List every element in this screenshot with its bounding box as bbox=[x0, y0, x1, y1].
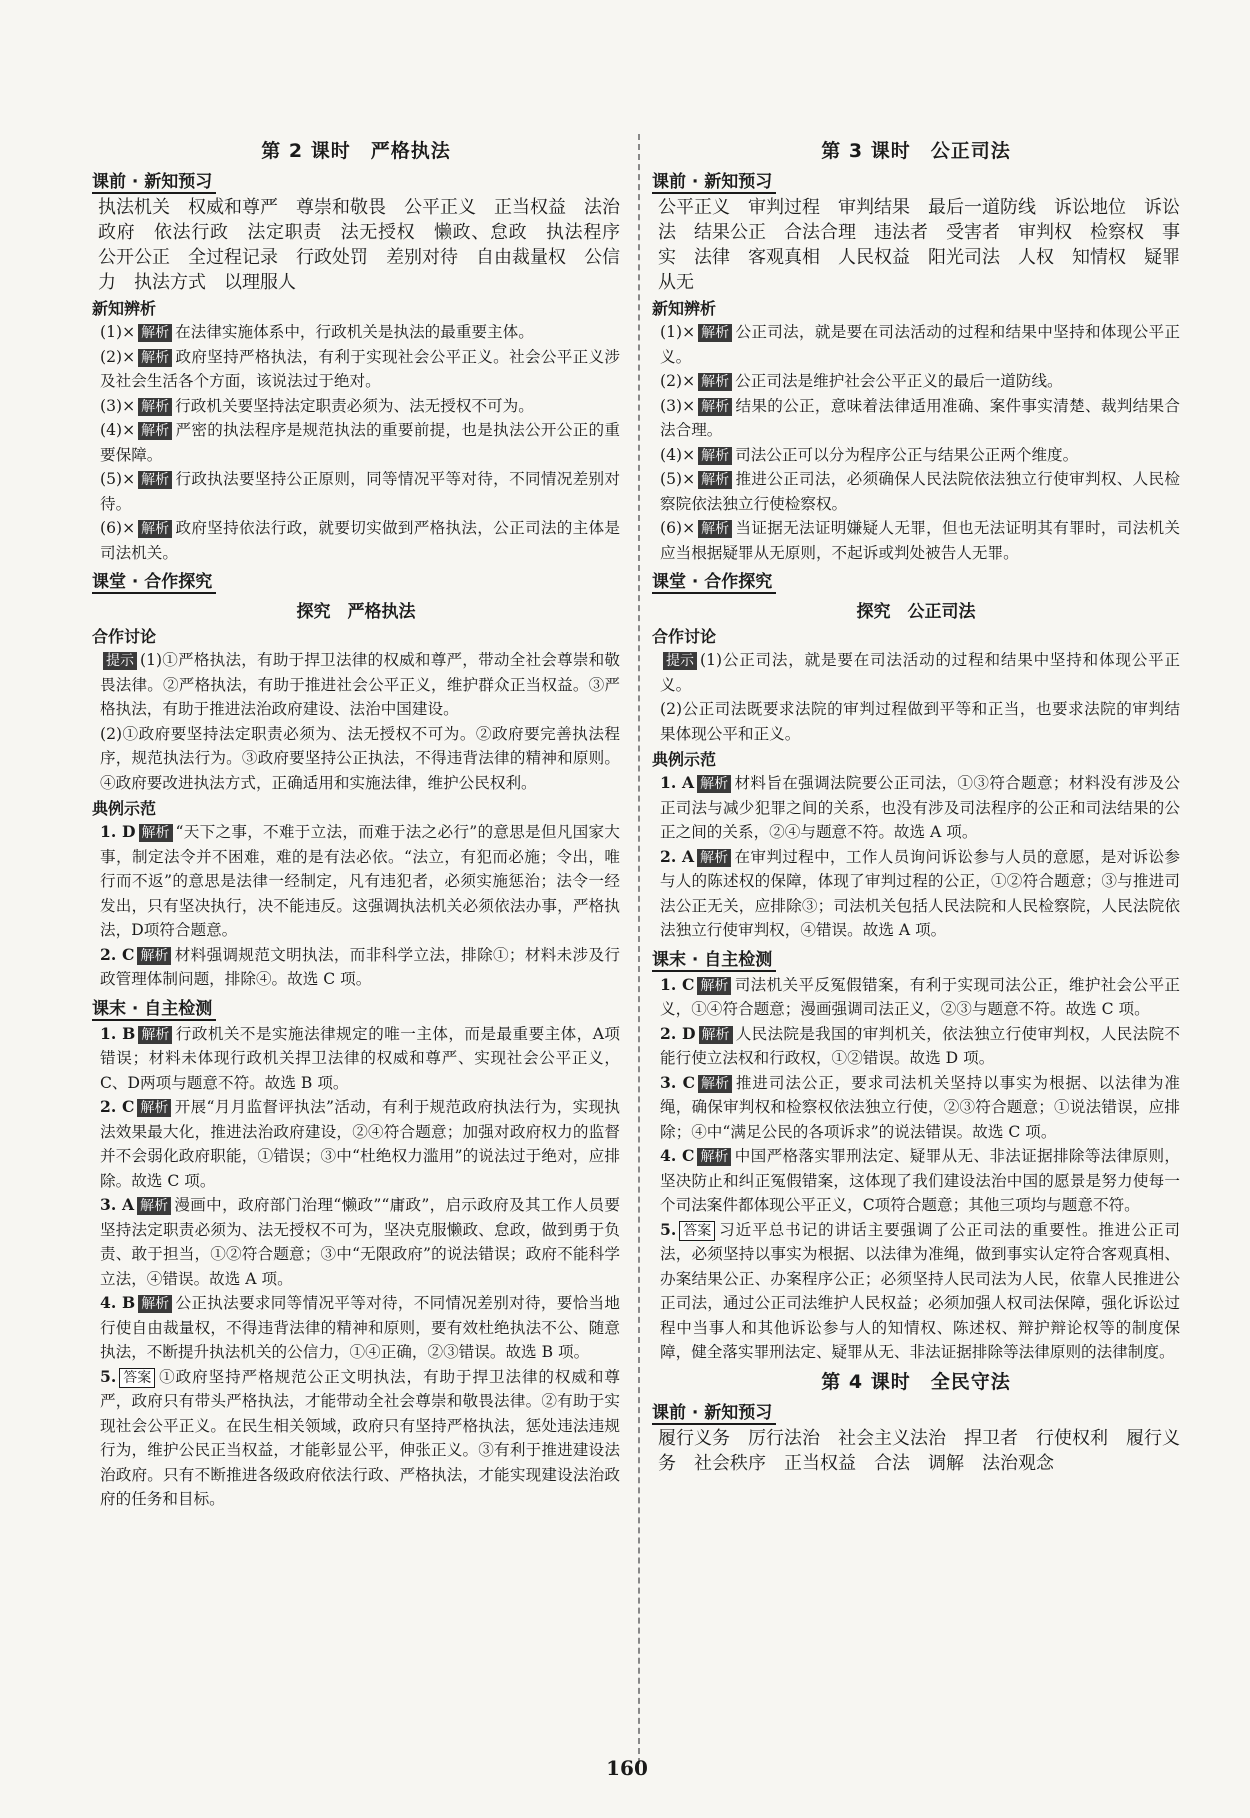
section-heading: 课前 · 新知预习 bbox=[92, 167, 216, 194]
item-number: (6)× bbox=[100, 519, 136, 537]
discuss-item bbox=[92, 648, 620, 722]
analysis-tag: 解析 bbox=[139, 824, 173, 842]
analysis-item bbox=[92, 516, 620, 565]
analysis-item bbox=[652, 443, 1180, 468]
subheading: 新知辨析 bbox=[92, 299, 157, 318]
page-number: 160 bbox=[606, 1756, 648, 1780]
item-text: 人民法院是我国的审判机关，依法独立行使审判权，人民法院不能行使立法权和行政权，①②错误。故选 D 项。 bbox=[660, 1024, 1180, 1067]
check-item bbox=[652, 973, 1180, 1022]
example-item bbox=[92, 943, 620, 992]
analysis-tag: 解析 bbox=[137, 947, 171, 965]
analysis-tag: 解析 bbox=[698, 324, 732, 342]
lesson-title: 第 3 课时 公正司法 bbox=[821, 140, 1011, 162]
check-item bbox=[652, 1218, 1180, 1365]
analysis-item bbox=[652, 369, 1180, 394]
discuss-item bbox=[652, 648, 1180, 697]
explore-heading: 探究 严格执法 bbox=[296, 602, 416, 622]
item-text: 行政执法要坚持公正原则，同等情况平等对待，不同情况差别对待。 bbox=[100, 470, 620, 513]
item-text: 行政机关要坚持法定职责必须为、法无授权不可为。 bbox=[175, 396, 534, 415]
item-number: 1. D bbox=[100, 822, 136, 841]
analysis-tag: 解析 bbox=[697, 977, 731, 995]
analysis-item bbox=[652, 516, 1180, 565]
item-number: (4)× bbox=[100, 421, 136, 439]
item-text: 司法机关平反冤假错案，有利于实现司法公正，维护社会公平正义，①④符合题意；漫画强调司法正义，②③与题意不符。故选 C 项。 bbox=[660, 975, 1180, 1018]
analysis-tag: 解析 bbox=[138, 422, 172, 440]
answer-tag: 答案 bbox=[679, 1221, 715, 1241]
item-text: 习近平总书记的讲话主要强调了公正司法的重要性。推进公正司法，必须坚持以事实为根据、以法律为准绳，做到事实认定符合客观真相、办案结果公正、办案程序公正；必须坚持人民司法为人民，依靠人民推进公正司法，通过公正司法维护人民权益；必须加强人权司法保障，强化诉讼过程中当事人和其他诉讼参与人的知情权、陈述权、辩护辩论权等的制度保障，健全落实罪刑法定、疑罪从无、非法证据排除等法律原则的法律制度。 bbox=[660, 1220, 1180, 1361]
item-text: 行政机关不是实施法律规定的唯一主体，而是最重要主体，A项错误；材料未体现行政机关捍卫法律的权威和尊严、实现社会公平正义，C、D两项与题意不符。故选 B 项。 bbox=[100, 1024, 621, 1092]
analysis-tag: 解析 bbox=[138, 398, 172, 416]
discuss-item bbox=[652, 697, 1180, 746]
item-number: 5. bbox=[660, 1219, 677, 1239]
analysis-tag: 解析 bbox=[138, 520, 172, 538]
column-divider bbox=[638, 134, 640, 1764]
hint-tag: 提示 bbox=[103, 652, 137, 670]
subheading: 典例示范 bbox=[652, 750, 717, 769]
item-text: 漫画中，政府部门治理“懒政”“庸政”，启示政府及其工作人员要坚持法定职责必须为、法无授权不可为，坚决克服懒政、怠政，做到勇于负责、敢于担当，①②符合题意；③中“无限政府”的说法错误；政府不能科学立法，④错误。故选 A 项。 bbox=[100, 1196, 620, 1288]
analysis-tag: 解析 bbox=[698, 398, 732, 416]
item-number: 2. A bbox=[660, 846, 695, 866]
item-number: (4)× bbox=[660, 445, 696, 464]
right-column bbox=[652, 134, 1180, 1476]
analysis-item bbox=[92, 394, 620, 419]
analysis-item bbox=[92, 320, 620, 345]
analysis-tag: 解析 bbox=[697, 849, 731, 867]
item-text: 司法公正可以分为程序公正与结果公正两个维度。 bbox=[735, 445, 1079, 464]
analysis-tag: 解析 bbox=[138, 324, 172, 342]
example-item bbox=[652, 771, 1180, 845]
item-number: 5. bbox=[100, 1366, 117, 1386]
item-text: “天下之事，不难于立法，而难于法之必行”的意思是但凡国家大事，制定法令并不困难，难的是有法必依。“法立，有犯而必施；令出，唯行而不返”的意思是法律一经制定，凡有违犯者，必须实施惩治；法令一经发出，只有坚决执行，决不能违反。这强调执法机关必须依法办事，严格执法，D项符合题意。 bbox=[100, 823, 620, 939]
analysis-item bbox=[652, 320, 1180, 369]
analysis-tag: 解析 bbox=[138, 1026, 172, 1044]
check-item bbox=[652, 1144, 1180, 1218]
preview-terms: 履行义务 厉行法治 社会主义法治 捍卫者 行使权利 履行义务 社会秩序 正当权益 合法 调解 法治观念 bbox=[658, 1427, 1180, 1474]
analysis-list bbox=[652, 320, 1180, 565]
hint-tag: 提示 bbox=[663, 652, 697, 670]
item-text: 公正司法是维护社会公平正义的最后一道防线。 bbox=[735, 372, 1063, 390]
subheading: 典例示范 bbox=[92, 799, 157, 818]
analysis-item bbox=[652, 467, 1180, 516]
item-text: 推进司法公正，要求司法机关坚持以事实为根据、以法律为准绳，确保审判权和检察权依法独立行使，②③符合题意；①说法错误，应排除；④中“满足公民的各项诉求”的说法错误。故选 C 项。 bbox=[660, 1073, 1180, 1141]
item-number: 3. A bbox=[100, 1195, 135, 1214]
analysis-tag: 解析 bbox=[138, 349, 172, 367]
check-item bbox=[92, 1291, 620, 1365]
item-text: 严密的执法程序是规范执法的重要前提，也是执法公开公正的重要保障。 bbox=[100, 421, 620, 464]
item-number: (3)× bbox=[660, 396, 696, 415]
item-number: 2. D bbox=[660, 1023, 696, 1043]
preview-terms: 执法机关 权威和尊严 尊崇和敬畏 公平正义 正当权益 法治政府 依法行政 法定职责 法无授权 懒政、怠政 执法程序 公开公正 全过程记录 行政处罚 差别对待 自由裁量权 公信力 执法方式 以理服人 bbox=[98, 197, 638, 293]
check-item bbox=[92, 1095, 620, 1193]
item-number: 4. B bbox=[100, 1293, 136, 1312]
check-item bbox=[652, 1022, 1180, 1071]
item-number: (2)× bbox=[660, 372, 696, 390]
section-heading: 课前 · 新知预习 bbox=[652, 1398, 776, 1425]
item-number: (6)× bbox=[660, 519, 696, 537]
item-text: 推进公正司法，必须确保人民法院依法独立行使审判权、人民检察院依法独立行使检察权。 bbox=[660, 470, 1180, 513]
item-number: 3. C bbox=[660, 1072, 696, 1092]
item-number: 2. C bbox=[100, 1097, 135, 1116]
item-text: 政府坚持严格执法，有利于实现社会公平正义。社会公平正义涉及社会生活各个方面，该说法过于绝对。 bbox=[100, 347, 620, 390]
section-heading: 课末 · 自主检测 bbox=[92, 994, 216, 1021]
item-text: 在法律实施体系中，行政机关是执法的最重要主体。 bbox=[175, 323, 534, 341]
item-text: 材料强调规范文明执法，而非科学立法，排除①；材料未涉及行政管理体制问题，排除④。故选 C 项。 bbox=[100, 945, 620, 988]
discuss-item bbox=[92, 722, 620, 796]
section-heading: 课前 · 新知预习 bbox=[652, 167, 776, 194]
analysis-tag: 解析 bbox=[698, 373, 732, 391]
item-text: 中国严格落实罪刑法定、疑罪从无、非法证据排除等法律原则，坚决防止和纠正冤假错案，这体现了我们建设法治中国的愿景是努力使每一个司法案件都体现公平正义，C项符合题意；其他三项均与题意不符。 bbox=[660, 1147, 1180, 1214]
analysis-tag: 解析 bbox=[699, 1026, 733, 1044]
item-number: 2. C bbox=[100, 944, 135, 964]
left-column bbox=[92, 134, 638, 1512]
check-item bbox=[92, 1022, 620, 1096]
analysis-tag: 解析 bbox=[697, 775, 731, 793]
item-text: (1)①严格执法，有助于捍卫法律的权威和尊严，带动全社会尊崇和敬畏法律。②严格执法，有助于推进社会公平正义，维护群众正当权益。③严格执法，有助于推进法治政府建设、法治中国建设。 bbox=[100, 651, 620, 718]
check-item bbox=[92, 1193, 620, 1291]
item-text: 政府坚持依法行政，就要切实做到严格执法，公正司法的主体是司法机关。 bbox=[100, 519, 620, 562]
check-item bbox=[92, 1365, 620, 1512]
analysis-item bbox=[92, 467, 620, 516]
analysis-tag: 解析 bbox=[138, 471, 172, 489]
item-number: (3)× bbox=[100, 396, 136, 415]
item-number: (5)× bbox=[100, 470, 136, 488]
analysis-tag: 解析 bbox=[138, 1295, 172, 1313]
item-text: (2)公正司法既要求法院的审判过程做到平等和正当，也要求法院的审判结果体现公平和正义。 bbox=[660, 700, 1180, 743]
lesson-title: 第 2 课时 严格执法 bbox=[261, 140, 451, 162]
analysis-item bbox=[92, 418, 620, 467]
item-text: (1)公正司法，就是要在司法活动的过程和结果中坚持和体现公平正义。 bbox=[660, 651, 1180, 694]
item-number: (5)× bbox=[660, 470, 696, 488]
item-text: ①政府坚持严格规范公正文明执法，有助于捍卫法律的权威和尊严，政府只有带头严格执法，才能带动全社会尊崇和敬畏法律。②有助于实现社会公平正义。在民生相关领域，政府只有坚持严格执法，惩处违法违规行为，维护公民正当权益，才能彰显公平，伸张正义。③有利于推进建设法治政府。只有不断推进各级政府依法行政、严格执法，才能实现建设法治政府的任务和目标。 bbox=[100, 1367, 620, 1508]
analysis-tag: 解析 bbox=[697, 1148, 731, 1166]
item-number: (1)× bbox=[660, 323, 696, 341]
analysis-tag: 解析 bbox=[698, 447, 732, 465]
explore-heading: 探究 公正司法 bbox=[856, 602, 976, 622]
lesson-title: 第 4 课时 全民守法 bbox=[821, 1370, 1011, 1393]
item-text: 公正司法，就是要在司法活动的过程和结果中坚持和体现公平正义。 bbox=[660, 323, 1180, 366]
section-heading: 课堂 · 合作探究 bbox=[652, 567, 776, 594]
item-number: 1. C bbox=[660, 974, 695, 994]
example-item bbox=[92, 820, 620, 943]
check-item bbox=[652, 1071, 1180, 1145]
analysis-item bbox=[652, 394, 1180, 443]
analysis-tag: 解析 bbox=[698, 471, 732, 489]
subheading: 合作讨论 bbox=[92, 627, 157, 646]
analysis-item bbox=[92, 345, 620, 394]
preview-terms: 公平正义 审判过程 审判结果 最后一道防线 诉讼地位 诉讼法 结果公正 合法合理 违法者 受害者 审判权 检察权 事实 法律 客观真相 人民权益 阳光司法 人权 知情权 疑罪从无 bbox=[658, 197, 1180, 293]
item-text: 公正执法要求同等情况平等对待，不同情况差别对待，要恰当地行使自由裁量权，不得违背法律的精神和原则，要有效杜绝执法不公、随意执法，不断提升执法机关的公信力，①④正确，②③错误。故选 B 项。 bbox=[100, 1294, 620, 1361]
item-text: (2)①政府要坚持法定职责必须为、法无授权不可为。②政府要完善执法程序，规范执法行为。③政府要坚持公正执法，不得违背法律的精神和原则。④政府要改进执法方式，正确适用和实施法律，维护公民权利。 bbox=[100, 724, 620, 792]
analysis-tag: 解析 bbox=[698, 1075, 732, 1093]
analysis-list bbox=[92, 320, 620, 565]
section-heading: 课末 · 自主检测 bbox=[652, 945, 776, 972]
answer-tag: 答案 bbox=[119, 1368, 155, 1388]
subheading: 新知辨析 bbox=[652, 299, 717, 318]
analysis-tag: 解析 bbox=[698, 520, 732, 538]
item-text: 结果的公正，意味着法律适用准确、案件事实清楚、裁判结果合法合理。 bbox=[660, 396, 1180, 439]
item-number: (2)× bbox=[100, 347, 136, 366]
example-item bbox=[652, 845, 1180, 943]
item-number: 1. B bbox=[100, 1023, 136, 1043]
item-text: 当证据无法证明嫌疑人无罪，但也无法证明其有罪时，司法机关应当根据疑罪从无原则，不起诉或判处被告人无罪。 bbox=[660, 519, 1180, 562]
item-text: 在审判过程中，工作人员询问诉讼参与人员的意愿，是对诉讼参与人的陈述权的保障，体现了审判过程的公正，①②符合题意；③与推进司法公正无关，应排除③；司法机关包括人民法院和人民检察院，人民法院依法独立行使审判权，④错误。故选 A 项。 bbox=[660, 847, 1180, 939]
section-heading: 课堂 · 合作探究 bbox=[92, 567, 216, 594]
item-text: 开展“月月监督评执法”活动，有利于规范政府执法行为，实现执法效果最大化，推进法治政府建设，②④符合题意；加强对政府权力的监督并不会弱化政府职能，①错误；③中“杜绝权力滥用”的说法过于绝对，应排除。故选 C 项。 bbox=[100, 1098, 620, 1190]
item-number: (1)× bbox=[100, 323, 136, 341]
item-text: 材料旨在强调法院要公正司法，①③符合题意；材料没有涉及公正司法与减少犯罪之间的关系，也没有涉及司法程序的公正和司法结果的公正之间的关系，②④与题意不符。故选 A 项。 bbox=[660, 774, 1180, 841]
page bbox=[92, 134, 1180, 1780]
subheading: 合作讨论 bbox=[652, 627, 717, 646]
item-number: 4. C bbox=[660, 1146, 695, 1165]
analysis-tag: 解析 bbox=[137, 1197, 171, 1215]
item-number: 1. A bbox=[660, 773, 695, 792]
analysis-tag: 解析 bbox=[137, 1099, 171, 1117]
